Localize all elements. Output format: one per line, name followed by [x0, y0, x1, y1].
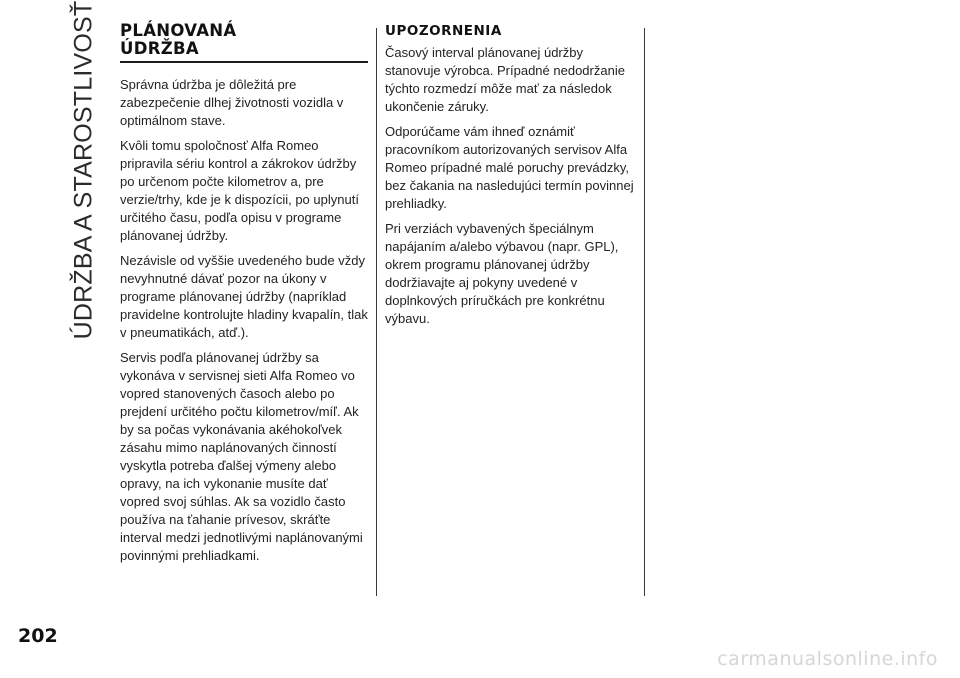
page-number: 202	[18, 625, 58, 647]
column-divider	[644, 28, 645, 596]
warning-title: UPOZORNENIA	[385, 23, 502, 39]
warning-paragraph: Odporúčame vám ihneď oznámiť pracovníkom autorizovaných servisov Alfa Romeo prípadné malé poruchy prevádzky, bez čakania na nasledujúci termín povinnej prehliadky.	[385, 124, 634, 211]
left-column	[120, 22, 368, 572]
paragraph: Správna údržba je dôležitá pre zabezpečenie dlhej životnosti vozidla v optimálnom stave.	[120, 77, 344, 128]
chapter-tab	[64, 0, 104, 340]
paragraph: Nezávisle od vyššie uvedeného bude vždy nevyhnutné dávať pozor na úkony v programe plánovanej údržby (napríklad pravidelne kontrolujte hladiny kvapalín, tlak v pneumatikách, atď.).	[120, 253, 368, 340]
section-title-line2: ÚDRŽBA	[120, 39, 199, 58]
section-title-line1: PLÁNOVANÁ	[120, 21, 237, 40]
warning-paragraph: Časový interval plánovanej údržby stanovuje výrobca. Prípadné nedodržanie týchto rozmedzí môže mať za následok ukončenie záruky.	[385, 45, 625, 114]
section-title	[120, 22, 368, 63]
warning-paragraph: Pri verziách vybavených špeciálnym napájaním a/alebo výbavou (napr. GPL), okrem programu plánovanej údržby dodržiavajte aj pokyny uvedené v doplnkových príručkách pre konkrétnu výbavu.	[385, 221, 619, 326]
paragraph: Servis podľa plánovanej údržby sa vykonáva v servisnej sieti Alfa Romeo vo vopred stanovených časoch alebo po prejdení určitého počtu kilometrov/míľ. Ak by sa počas vykonávania akéhokoľvek zásahu mimo naplánovaných činností vyskytla potreba ďalšej výmeny alebo opravy, na ich vykonanie musíte dať vopred svoj súhlas. Ak sa vozidlo často používa na ťahanie prívesov, skráťte interval medzi jednotlivými naplánovanými povinnými prehliadkami.	[120, 350, 363, 563]
chapter-title: ÚDRŽBA A STAROSTLIVOSŤ	[69, 0, 98, 340]
watermark: carmanualsonline.info	[717, 648, 938, 670]
column-divider	[376, 28, 377, 596]
paragraph: Kvôli tomu spoločnosť Alfa Romeo pripravila sériu kontrol a zákrokov údržby po určenom počte kilometrov a, pre verzie/trhy, kde je k dispozícii, po uplynutí určitého času, podľa opisu v programe plánovanej údržby.	[120, 138, 359, 243]
warning-column	[385, 22, 637, 335]
